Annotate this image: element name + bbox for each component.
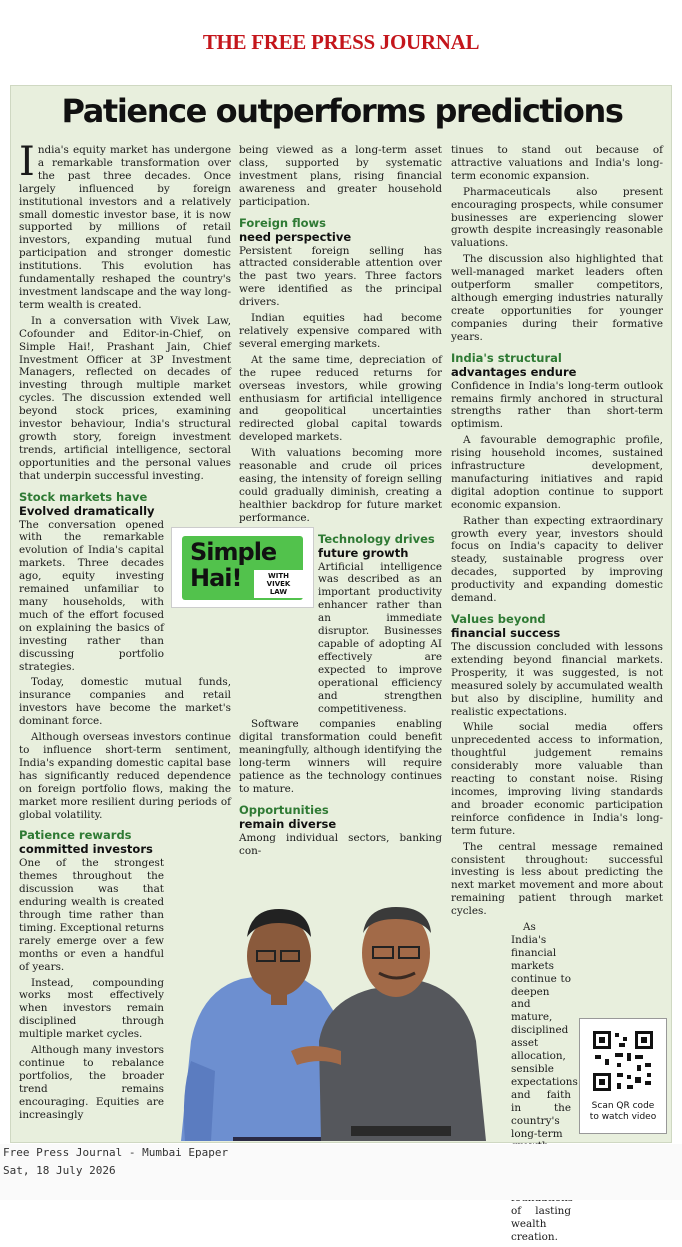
footer-date: Sat, 18 July 2026 <box>3 1164 116 1177</box>
subhead-technology: Technology drives future growth <box>318 531 435 560</box>
intro-paragraph: India's equity market has undergone a remarkable transformation over the past three decades. Once largely influenced by foreign institutional investors and a relatively small domestic investor base, it is now supported by millions of retail investors, expanding mutual fund participation and stronger domestic institutions. This evolution has fundamentally reshaped the country's investment landscape and the way long-term wealth is created. <box>19 139 231 311</box>
paragraph: Software companies enabling digital transformation could benefit meaningfully, although identifying the long-term winners will require patience as the technology continues to mature. <box>239 718 442 795</box>
paragraph: The conversation opened with the remarkable evolution of India's capital markets. Three decades ago, equity investing remained unfamiliar to many households, with much of the effort focused on explaining the basics of investing rather than discussing portfolio strategies. <box>19 518 164 673</box>
footer-source: Free Press Journal - Mumbai Epaper <box>3 1146 229 1159</box>
paragraph: Pharmaceuticals also present encouraging prospects, while consumer businesses are experiencing slower growth despite increasingly reasonable valuations. <box>451 185 663 250</box>
paragraph: Among individual sectors, banking con- <box>239 831 442 857</box>
qr-code-box[interactable] <box>579 1018 667 1134</box>
qr-caption: Scan QR code to watch video <box>589 1101 657 1122</box>
paragraph: being viewed as a long-term asset class, supported by systematic investment plans, rising financial awareness and greater household participation. <box>239 144 442 208</box>
subhead-values: Values beyond financial success <box>451 612 561 640</box>
paragraph: Rather than expecting extraordinary growth every year, investors should focus on India's capacity to deliver steady, sustainable progress over decades, supported by improving productivity and expanding domestic demand. <box>451 514 663 605</box>
subhead-opportunities: Opportunities remain diverse <box>239 802 337 831</box>
subhead-patience-rewards: Patience rewards committed investors <box>19 828 153 857</box>
paragraph: With valuations becoming more reasonable and crude oil prices easing, the intensity of foreign selling could gradually diminish, creating a healthier backdrop for future market performance. <box>239 447 442 524</box>
logo-line-1: Simple <box>190 538 277 566</box>
subhead-stock-markets: Stock markets have Evolved dramatically <box>19 489 155 518</box>
paragraph: As India's financial markets continue to deepen and mature, disciplined asset allocation, sensible expectations and faith in the country's long-term of lasting wealth creation. <box>511 921 578 1243</box>
drop-cap: I <box>19 139 35 185</box>
paragraph: Indian equities had become relatively expensive compared with several emerging markets. <box>239 312 442 350</box>
paragraph: Confidence in India's long-term outlook remains firmly anchored in structural strengths rather than short-term optimism. <box>451 379 663 431</box>
paragraph: The discussion concluded with lessons extending beyond financial markets. Prosperity, it was suggested, is not measured solely by accumulated wealth but also by discipline, humility and realistic expectations. <box>451 641 663 718</box>
paragraph: While social media offers unprecedented access to information, thoughtful judgement remains considerably more valuable than reacting to constant noise. Rising incomes, improving living standards and broader economic participation reinforce confidence in India's long-term future. <box>451 721 663 837</box>
logo-tag: WITH VIVEK LAW <box>254 570 303 598</box>
subhead-foreign-flows: Foreign flows need perspective <box>239 215 352 244</box>
paragraph: Persistent foreign selling has attracted considerable attention over the past two years. Three factors were identified as the principal drivers. <box>239 244 442 309</box>
paragraph: Artificial intelligence was described as an important productivity enhancer rather than an immediate disruptor. Businesses capable of adopting AI effectively are expected to improve operational efficiency and strengthen competitiveness. <box>318 560 442 715</box>
paragraph: tinues to stand out because of attractive valuations and India's long-term economic expansion. <box>451 144 663 182</box>
paragraph: The central message remained consistent throughout: successful investing is less about predicting the next market movement and more about remaining patient through market cycles. <box>451 840 663 918</box>
paragraph: Although many investors continue to rebalance portfolios, the broader trend remains encouraging. Equities are increasingly <box>19 1044 164 1121</box>
paragraph: In a conversation with Vivek Law, Cofounder and Editor-in-Chief, on Simple Hai!, Prashant Jain, Chief Investment Officer at 3P Investment Managers, reflected on decades of investing through multiple market cycles. The discussion extended well beyond stock prices, examining investor behaviour, India's structural growth story, foreign investment trends, artificial intelligence, sectoral opportunities and the personal values that underpin successful investing. <box>19 314 231 482</box>
interview-photo <box>171 841 489 1141</box>
simple-hai-logo <box>171 527 314 608</box>
subhead-structural: India's structural advantages endure <box>451 350 577 379</box>
paragraph: Although overseas investors continue to influence short-term sentiment, India's expanding domestic capital base has significantly reduced dependence on foreign portfolio flows, making the market more resilient during periods of global volatility. <box>19 731 231 821</box>
paragraph: Instead, compounding works most effectively when investors remain disciplined through multiple market cycles. <box>19 976 164 1041</box>
article-headline: Patience outperforms predictions <box>61 92 623 130</box>
paragraph: Today, domestic mutual funds, insurance companies and retail investors have become the market's dominant force. <box>19 676 231 728</box>
paragraph: The discussion also highlighted that well-managed market leaders often outperform smaller competitors, although emerging industries naturally create opportunities for younger companies during their formative years. <box>451 253 663 343</box>
paragraph: At the same time, depreciation of the rupee reduced returns for overseas investors, while growing enthusiasm for artificial intelligence and geopolitical uncertainties redirected global capital towards developed markets. <box>239 353 442 444</box>
qr-code-icon <box>591 1029 655 1093</box>
people-photo-icon <box>171 841 489 1141</box>
masthead <box>0 0 682 72</box>
epaper-footer <box>0 1144 228 1180</box>
masthead-title: THE FREE PRESS JOURNAL <box>202 30 480 54</box>
logo-line-2: Hai! <box>190 564 242 592</box>
column-2 <box>239 144 442 861</box>
paragraph: One of the strongest themes throughout the discussion was that enduring wealth is created through time rather than timing. Exceptional returns rarely emerge over a few months or even a handful of years. <box>19 857 164 973</box>
paragraph: A favourable demographic profile, rising household incomes, sustained infrastructure development, manufacturing initiatives and rapid digital adoption continue to support economic expansion. <box>451 434 663 511</box>
